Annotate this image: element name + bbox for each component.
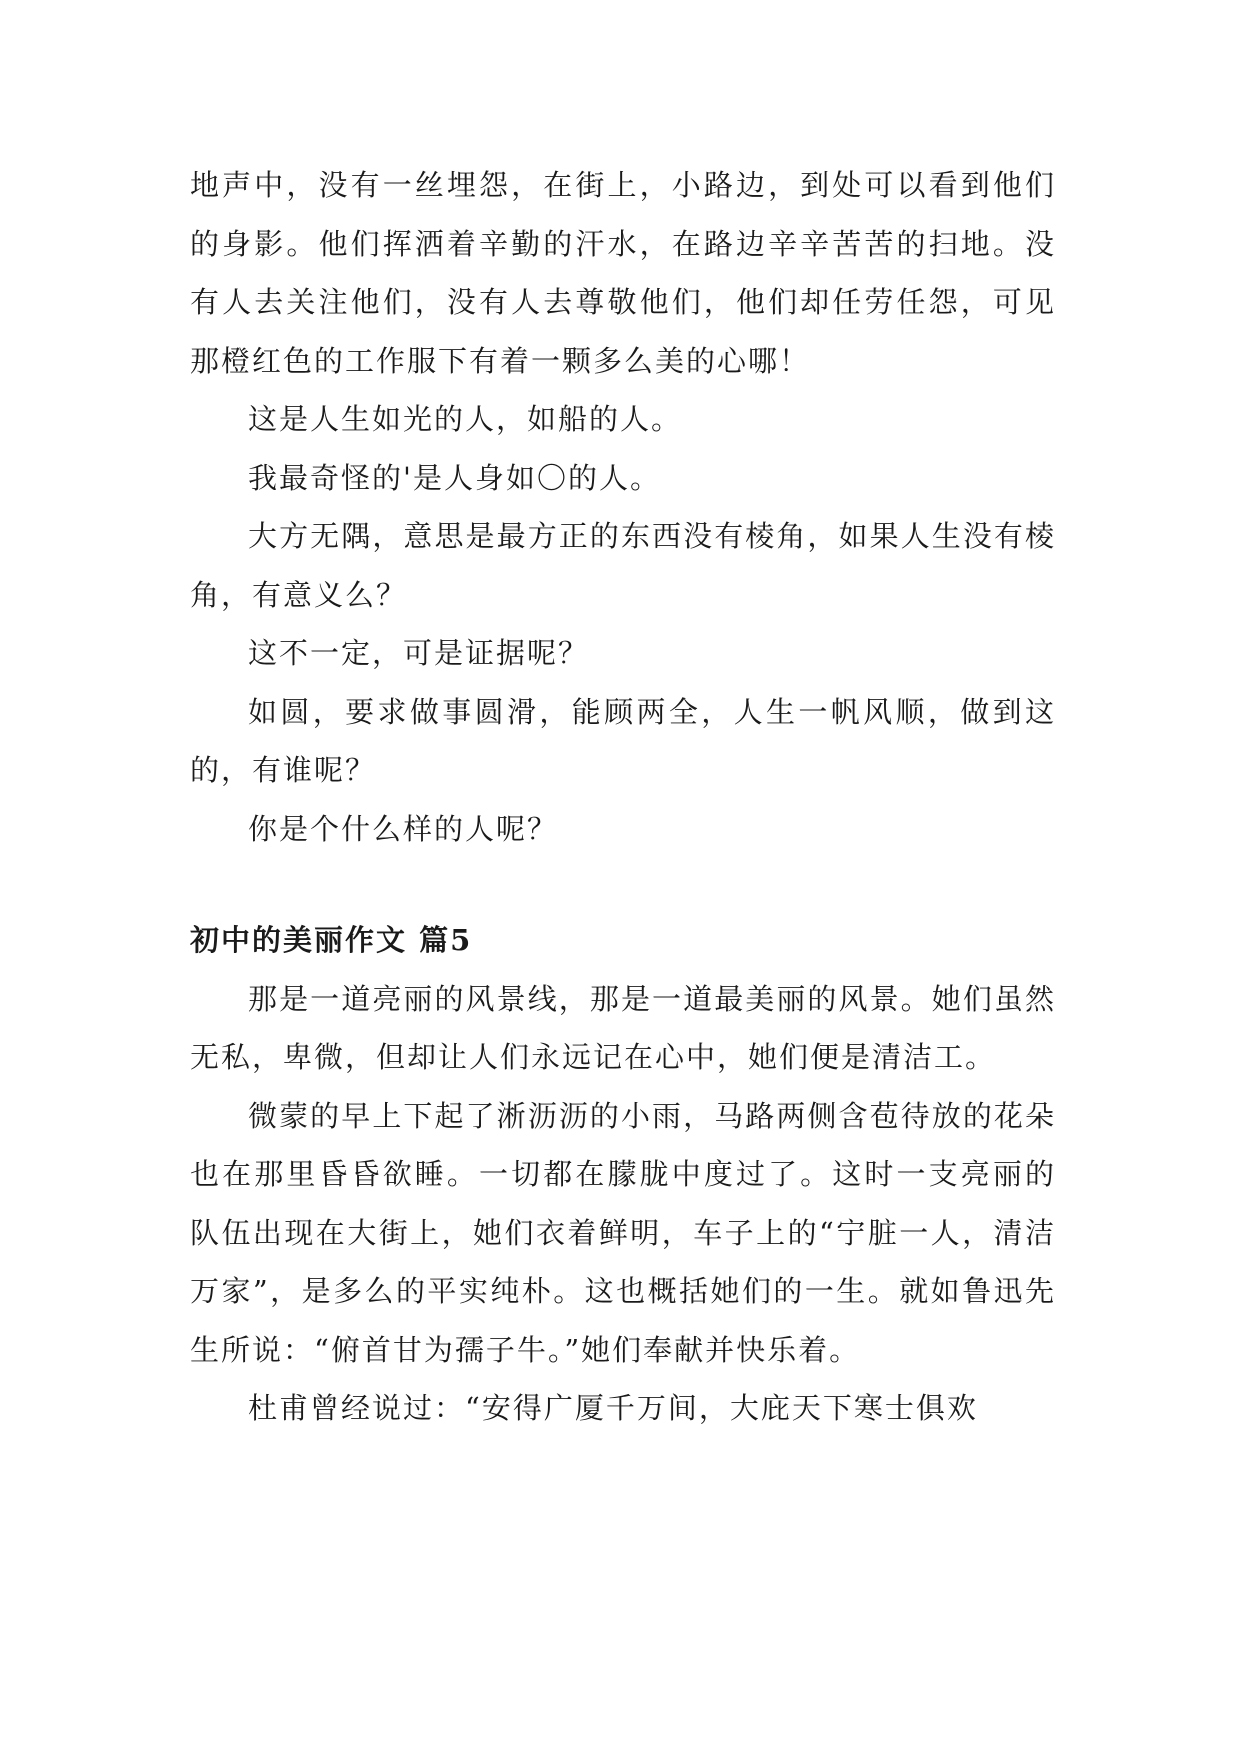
section-heading: 初中的美丽作文 篇5 [190,923,473,957]
paragraph: 微蒙的早上下起了淅沥沥的小雨，马路两侧含苞待放的花朵也在那里昏昏欲睡。一切都在朦胧中度过了。这时一支亮丽的队伍出现在大街上，她们衣着鲜明，车子上的“宁脏一人，清洁万家”，是多么的平实纯朴。这也概括她们的一生。就如鲁迅先生所说：“俯首甘为孺子牛。”她们奉献并快乐着。 [190,1098,1056,1367]
paragraph-truncated: 杜甫曾经说过：“安得广厦千万间，大庇天下寒士俱欢 [248,1391,978,1425]
paragraph: 如圆，要求做事圆滑，能顾两全，人生一帆风顺，做到这的，有谁呢？ [190,694,1056,787]
paragraph: 大方无隅，意思是最方正的东西没有棱角，如果人生没有棱角，有意义么？ [190,519,1056,612]
document-body [190,156,1056,1438]
paragraph-continuation: 地声中，没有一丝埋怨，在街上，小路边，到处可以看到他们的身影。他们挥洒着辛勤的汗水，在路边辛辛苦苦的扫地。没有人去关注他们，没有人去尊敬他们，他们却任劳任怨，可见那橙红色的工作服下有着一颗多么美的心哪！ [190,168,1056,378]
paragraph: 这不一定，可是证据呢？ [248,636,590,670]
paragraph: 这是人生如光的人，如船的人。 [248,402,683,436]
paragraph: 我最奇怪的'是人身如〇的人。 [248,460,661,495]
paragraph: 你是个什么样的人呢？ [248,811,559,846]
paragraph: 那是一道亮丽的风景线，那是一道最美丽的风景。她们虽然无私，卑微，但却让人们永远记在心中，她们便是清洁工。 [190,981,1056,1074]
